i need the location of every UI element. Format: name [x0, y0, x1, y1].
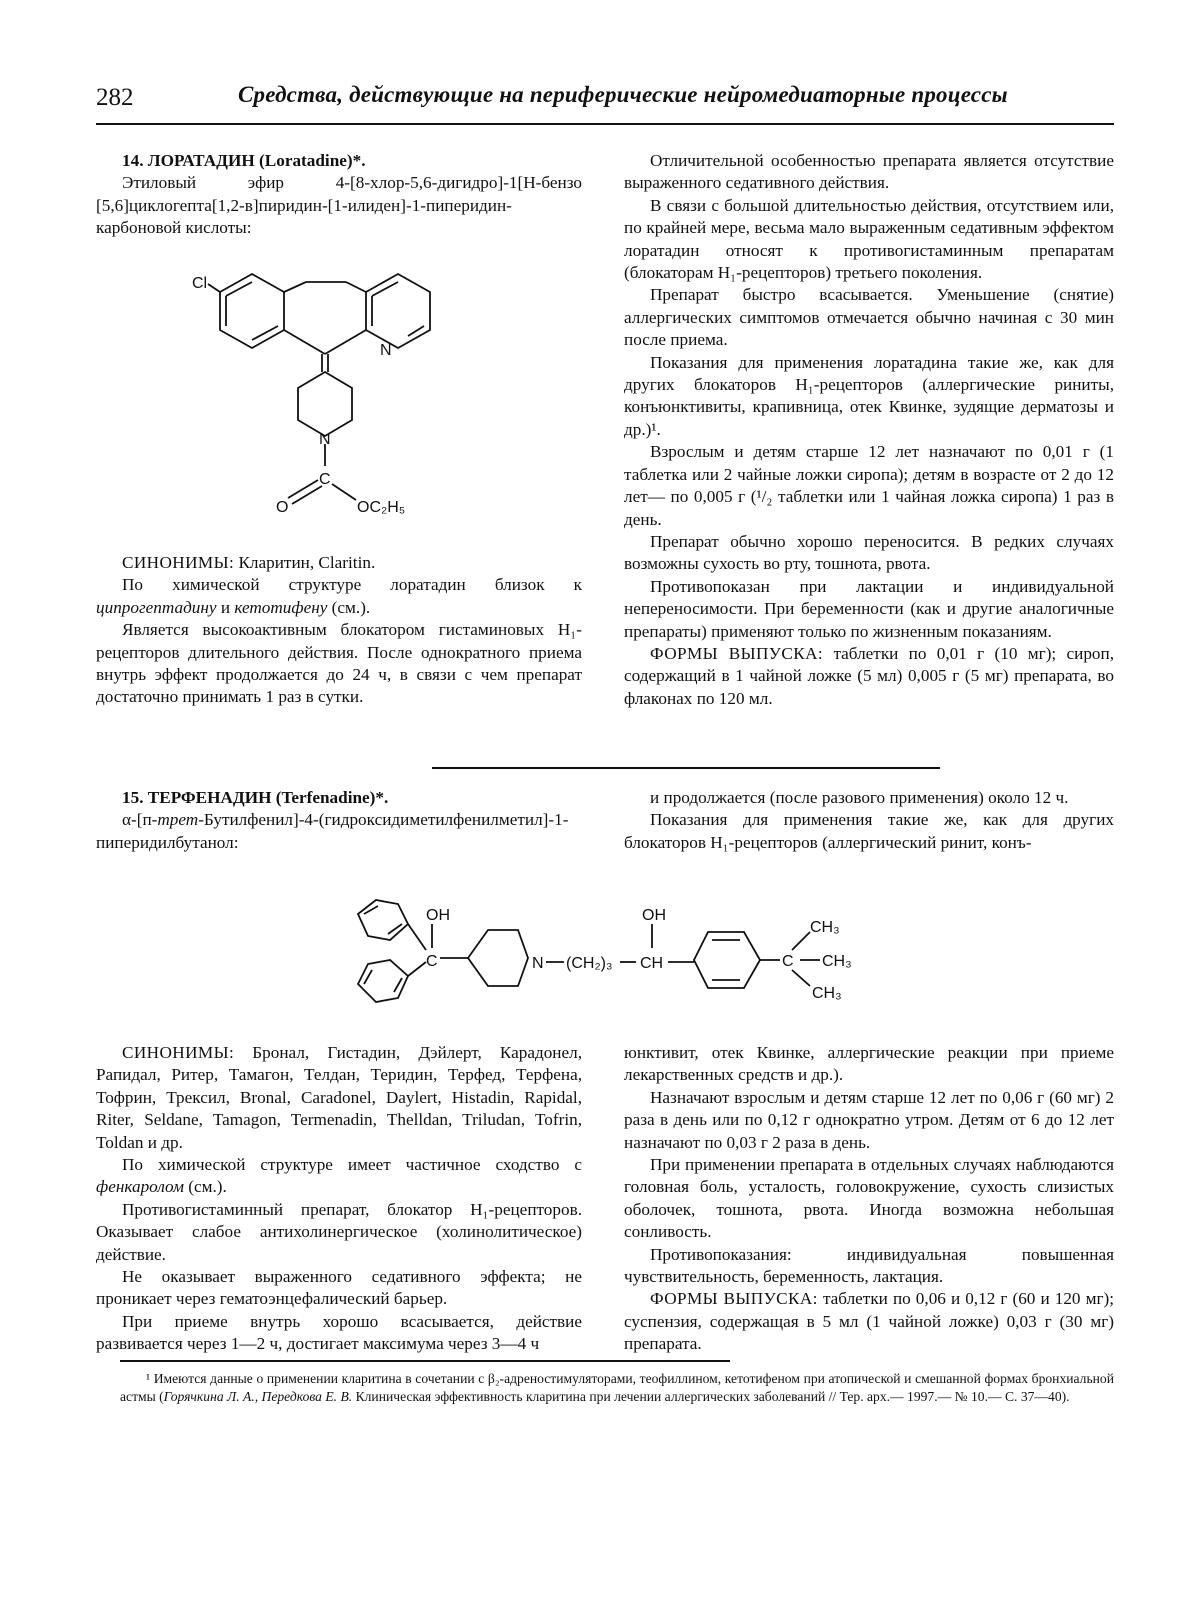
terfenadine-right-top — [624, 787, 1114, 854]
ch-label: CH — [640, 955, 664, 972]
loratadine-chem-name: Этиловый эфир 4-[8-хлор-5,6-дигидро]-1[H-бензо [5,6]циклогепта[1,2-в]пиридин-[1-илиден]-1-пиперидин-карбоновой кислоты: — [96, 173, 582, 238]
loratadine-left-bottom — [96, 552, 582, 709]
ch3-label-b: CH₃ — [822, 953, 852, 970]
cl-label: Cl — [192, 275, 208, 292]
loratadine-left-top — [96, 150, 582, 240]
footnote-mark: ¹ — [146, 1371, 151, 1386]
pyridine-ring — [366, 274, 430, 348]
terfenadine-left-top — [96, 787, 582, 854]
n-label: N — [532, 955, 544, 972]
terfenadine-r3: При применении препарата в отдельных случаях наблюдаются головная боль, усталость, головокружение, сухость слизистых оболочек, тошнота, рвота. Иногда возможна небольшая сонливость. — [624, 1155, 1114, 1242]
terfenadine-r2: Назначают взрослым и детям старше 12 лет по 0,06 г (60 мг) 2 раза в день или по 0,12 г однократно утром. Детям от 6 до 12 лет назначают по 0,03 г 2 раза в день. — [624, 1087, 1114, 1152]
terfenadine-duration: и продолжается (после разового применения) около 12 ч. — [650, 788, 1069, 807]
c-label-2: C — [782, 953, 794, 970]
footnote-rule — [120, 1360, 730, 1362]
terfenadine-similarity: По химической структуре имеет частичное сходство с фенкаролом (см.). — [96, 1155, 582, 1197]
loratadine-r5: Взрослым и детям старше 12 лет назначают по 0,01 г (1 таблетка или 2 чайные ложки сиропа); детям в возрасте от 2 до 12 лет— по 0,005 г (¹/₂ таблетки или 1 чайная ложка сиропа) 1 раз в день. — [624, 442, 1114, 529]
ch3-label-a: CH₃ — [810, 919, 840, 936]
header-rule — [96, 123, 1114, 125]
terfenadine-structure — [330, 880, 890, 1020]
terfenadine-right-bottom — [624, 1042, 1114, 1356]
forms-label: ФОРМЫ ВЫПУСКА: — [650, 1289, 818, 1309]
oh-label-2: OH — [642, 907, 666, 924]
terfenadine-l5: При приеме внутрь хорошо всасывается, действие развивается через 1—2 ч, достигает максимума через 3—4 ч — [96, 1311, 582, 1354]
benzene-ring — [220, 274, 284, 348]
footnote: ¹ Имеются данные о применении кларитина в сочетании с β₂-адреностимуляторами, теофиллином, кетотифеном при атопической и смешанной формах бронхиальной астмы (Горячкина Л. А., Передкова Е. В. Клиническая эффективность кларитина при лечении аллергических заболеваний // Тер. арх.— 1997.— № 10.— С. 37—40). — [120, 1371, 1114, 1404]
n-pyridine-label: N — [380, 342, 392, 359]
terfenadine-l4: Не оказывает выраженного седативного эффекта; не проникает через гематоэнцефалический барьер. — [96, 1267, 582, 1309]
terfenadine-forms: ФОРМЫ ВЫПУСКА: таблетки по 0,06 и 0,12 г (60 и 120 мг); суспензия, содержащая в 5 мл (1 чайной ложке) 0,03 г (30 мг) препарата. — [624, 1289, 1115, 1354]
ch3-label-c: CH₃ — [812, 985, 842, 1002]
loratadine-similarity: По химической структуре лоратадин близок к ципрогептадину и кетотифену (см.). — [96, 575, 582, 617]
loratadine-r1: Отличительной особенностью препарата является отсутствие выраженного седативного действия. — [624, 151, 1114, 193]
loratadine-synonyms: СИНОНИМЫ: Кларитин, Claritin. — [122, 553, 376, 572]
terfenadine-r4: Противопоказания: индивидуальная повышенная чувствительность, беременность, лактация. — [624, 1244, 1114, 1287]
phenyl-ring-1 — [358, 900, 408, 940]
n-piperidine-label: N — [319, 431, 331, 448]
piperidine-ring — [468, 930, 528, 986]
synonyms-label: СИНОНИМЫ: — [122, 553, 235, 572]
terfenadine-r1: юнктивит, отек Квинке, аллергические реакции при приеме лекарственных средств и др.). — [624, 1043, 1114, 1085]
c-carbonyl-label: C — [319, 471, 331, 488]
terfenadine-indications: Показания для применения такие же, как для других блокаторов H₁-рецепторов (аллергический ринит, конъ- — [624, 810, 1114, 852]
page-number: 282 — [96, 84, 134, 111]
forms-label: ФОРМЫ ВЫПУСКА: — [650, 643, 824, 663]
section-separator — [432, 767, 940, 769]
oet-label: OC₂H₅ — [357, 499, 406, 516]
terfenadine-synonyms: СИНОНИМЫ: Бронал, Гистадин, Дэйлерт, Карадонел, Рапидал, Ритер, Тамагон, Телдан, Теридин, Терфед, Терфена, Тофрин, Трексил, Bronal, Caradonel, Daylert, Histadin, Rapidal, Riter, Seldane, Tamagon, Termenadin, Thelldan, Triludan, Tofrin, Toldan и др. — [96, 1043, 582, 1152]
loratadine-r2: В связи с большой длительностью действия, отсутствием или, по крайней мере, весьма мало выраженным седативным эффектом лоратадин относят к противогистаминным препаратам (блокаторам H₁-рецепторов) третьего поколения. — [624, 195, 1114, 283]
terfenadine-left-bottom — [96, 1042, 582, 1356]
loratadine-right — [624, 150, 1114, 710]
loratadine-r7: Противопоказан при лактации и индивидуальной непереносимости. При беременности (как и другие аналогичные препараты) применяют только по жизненным показаниям. — [624, 576, 1114, 641]
piperidine-ring — [298, 372, 352, 436]
synonyms-label: СИНОНИМЫ: — [122, 1043, 235, 1062]
oh-label-1: OH — [426, 907, 450, 924]
loratadine-structure — [180, 262, 450, 530]
loratadine-action: Является высокоактивным блокатором гистаминовых H₁-рецепторов длительного действия. После однократного приема внутрь эффект продолжается до 24 ч, в связи с чем препарат достаточно принимать 1 раз в сутки. — [96, 620, 582, 707]
running-head: Средства, действующие на периферические нейромедиаторные процессы — [238, 82, 1008, 107]
chain-label: (CH₂)₃ — [566, 955, 613, 972]
o-label: O — [276, 499, 289, 516]
loratadine-r6: Препарат обычно хорошо переносится. В редких случаях возможны сухость во рту, тошнота, рвота. — [624, 531, 1114, 574]
loratadine-forms: ФОРМЫ ВЫПУСКА: таблетки по 0,01 г (10 мг); сироп, содержащий в 1 чайной ложке (5 мл) 0,005 г (5 мг) препарата, во флаконах по 120 мл. — [624, 643, 1115, 708]
loratadine-r3: Препарат быстро всасывается. Уменьшение (снятие) аллергических симптомов отмечается обычно начиная с 30 мин после приема. — [624, 285, 1114, 350]
footnote-authors: Горячкина Л. А., Передкова Е. В. — [163, 1389, 353, 1404]
terfenadine-chem-name: α-[п-трет-Бутилфенил]-4-(гидроксидиметилфенилметил]-1-пиперидилбутанол: — [96, 810, 569, 852]
loratadine-r4: Показания для применения лоратадина такие же, как для других блокаторов H₁-рецепторов (аллергические риниты, конъюнктивиты, крапивница, отек Квинке, зудящие дерматозы и др.)¹. — [624, 352, 1114, 439]
terfenadine-l3: Противогистаминный препарат, блокатор H₁-рецепторов. Оказывает слабое антихолинергическое (холинолитическое) действие. — [96, 1199, 582, 1264]
terfenadine-title: 15. ТЕРФЕНАДИН (Terfenadine)*. — [122, 788, 389, 807]
c-label-1: C — [426, 953, 438, 970]
loratadine-title: 14. ЛОРАТАДИН (Loratadine)*. — [122, 151, 366, 170]
